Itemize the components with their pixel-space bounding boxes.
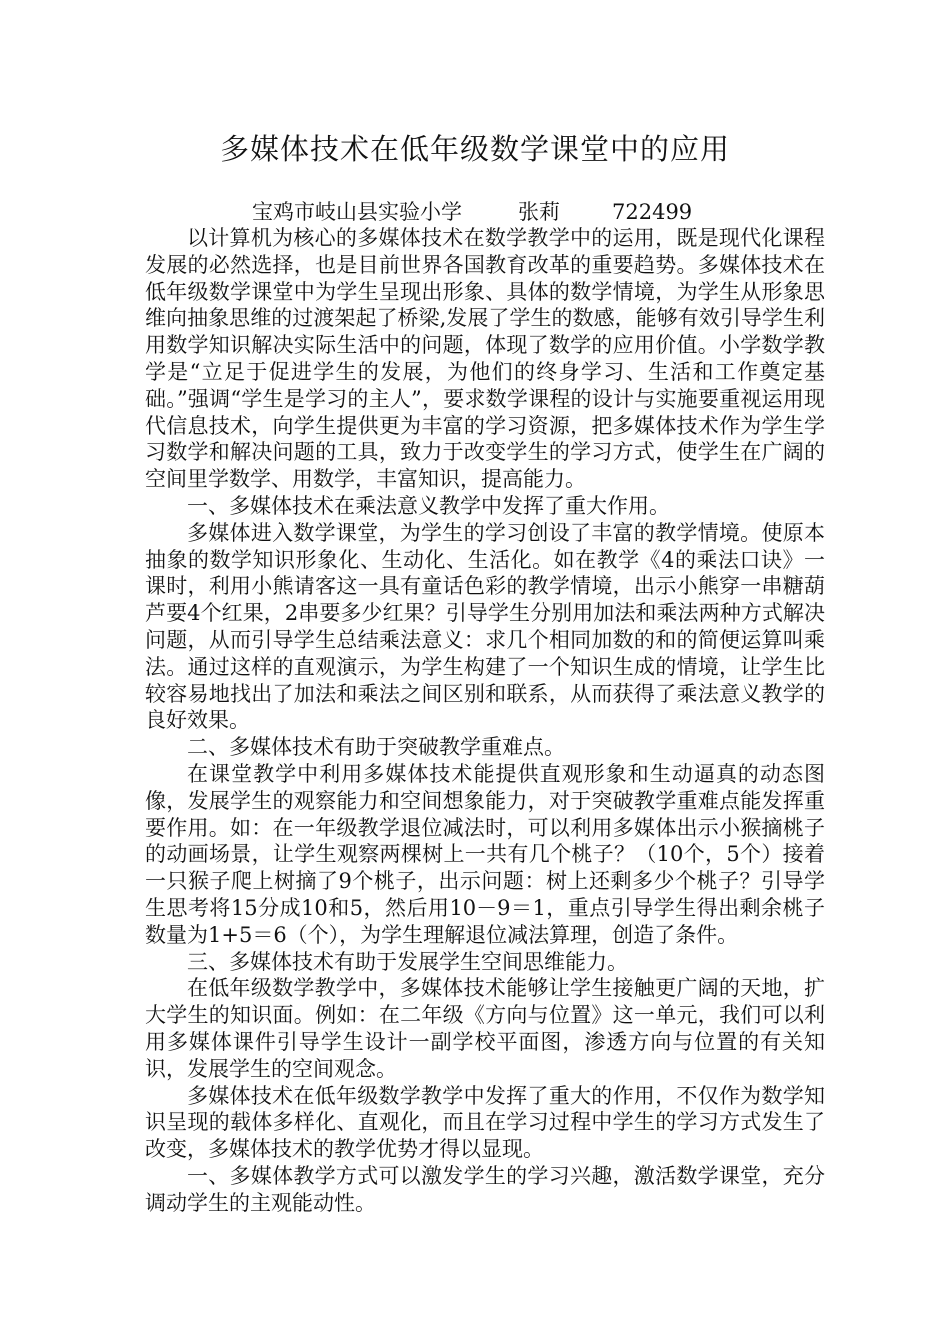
body-paragraph: 在课堂教学中利用多媒体技术能提供直观形象和生动逼真的动态图像，发展学生的观察能力和空间想象能力，对于突破教学重难点能发挥重要作用。如：在一年级教学退位减法时，可以利用多媒体出示小猴摘桃子的动画场景，让学生观察两棵树上一共有几个桃子？（10个，5个）接着一只猴子爬上树摘了9个桃子，出示问题：树上还剩多少个桃子？引导学生思考将15分成10和5，然后用10－9＝1，重点引导学生得出剩余桃子数量为1+5＝6（个），为学生理解退位减法算理，创造了条件。: [145, 761, 825, 947]
document-title: 多媒体技术在低年级数学课堂中的应用: [219, 132, 730, 166]
intro-paragraph: 以计算机为核心的多媒体技术在数学教学中的运用，既是现代化课程发展的必然选择，也是目前世界各国教育改革的重要趋势。多媒体技术在低年级数学课堂中为学生呈现出形象、具体的数学情境，为学生从形象思维向抽象思维的过渡架起了桥梁,发展了学生的数感，能够有效引导学生利用数学知识解决实际生活中的问题，体现了数学的应用价值。小学数学教学是“立足于促进学生的发展，为他们的终身学习、生活和工作奠定基础。”强调“学生是学习的主人”，要求数学课程的设计与实施要重视运用现代信息技术，向学生提供更为丰富的学习资源，把多媒体技术作为学生学习数学和解决问题的工具，致力于改变学生的学习方式，使学生在广阔的空间里学数学、用数学，丰富知识，提高能力。: [145, 226, 825, 492]
section-heading-1: 一、多媒体技术在乘法意义教学中发挥了重大作用。: [187, 493, 670, 518]
section-heading-4: 一、多媒体教学方式可以激发学生的学习兴趣，激活数学课堂，充分调动学生的主观能动性。: [145, 1163, 825, 1215]
section-heading-2: 二、多媒体技术有助于突破教学重难点。: [187, 735, 565, 760]
body-paragraph: 多媒体进入数学课堂，为学生的学习创设了丰富的教学情境。使原本抽象的数学知识形象化、生动化、生活化。如在教学《4的乘法口诀》一课时，利用小熊请客这一具有童话色彩的教学情境，出示小熊穿一串糖葫芦要4个红果，2串要多少红果？引导学生分别用加法和乘法两种方式解决问题，从而引导学生总结乘法意义：求几个相同加数的和的简便运算叫乘法。通过这样的直观演示，为学生构建了一个知识生成的情境，让学生比较容易地找出了加法和乘法之间区别和联系，从而获得了乘法意义教学的良好效果。: [145, 520, 825, 733]
byline-postcode: 722499: [612, 200, 693, 224]
author-byline: [252, 198, 692, 227]
byline-school: 宝鸡市岐山县实验小学: [252, 200, 462, 224]
byline-author: 张莉: [518, 200, 560, 224]
section-heading-3: 三、多媒体技术有助于发展学生空间思维能力。: [187, 949, 628, 974]
body-paragraph: 在低年级数学教学中，多媒体技术能够让学生接触更广阔的天地，扩大学生的知识面。例如：在二年级《方向与位置》这一单元，我们可以利用多媒体课件引导学生设计一副学校平面图，渗透方向与位置的有关知识，发展学生的空间观念。: [145, 976, 825, 1081]
body-paragraph: 多媒体技术在低年级数学教学中发挥了重大的作用，不仅作为数学知识呈现的载体多样化、直观化，而且在学习过程中学生的学习方式发生了改变，多媒体技术的教学优势才得以显现。: [145, 1083, 825, 1162]
document-body: [145, 225, 825, 1216]
